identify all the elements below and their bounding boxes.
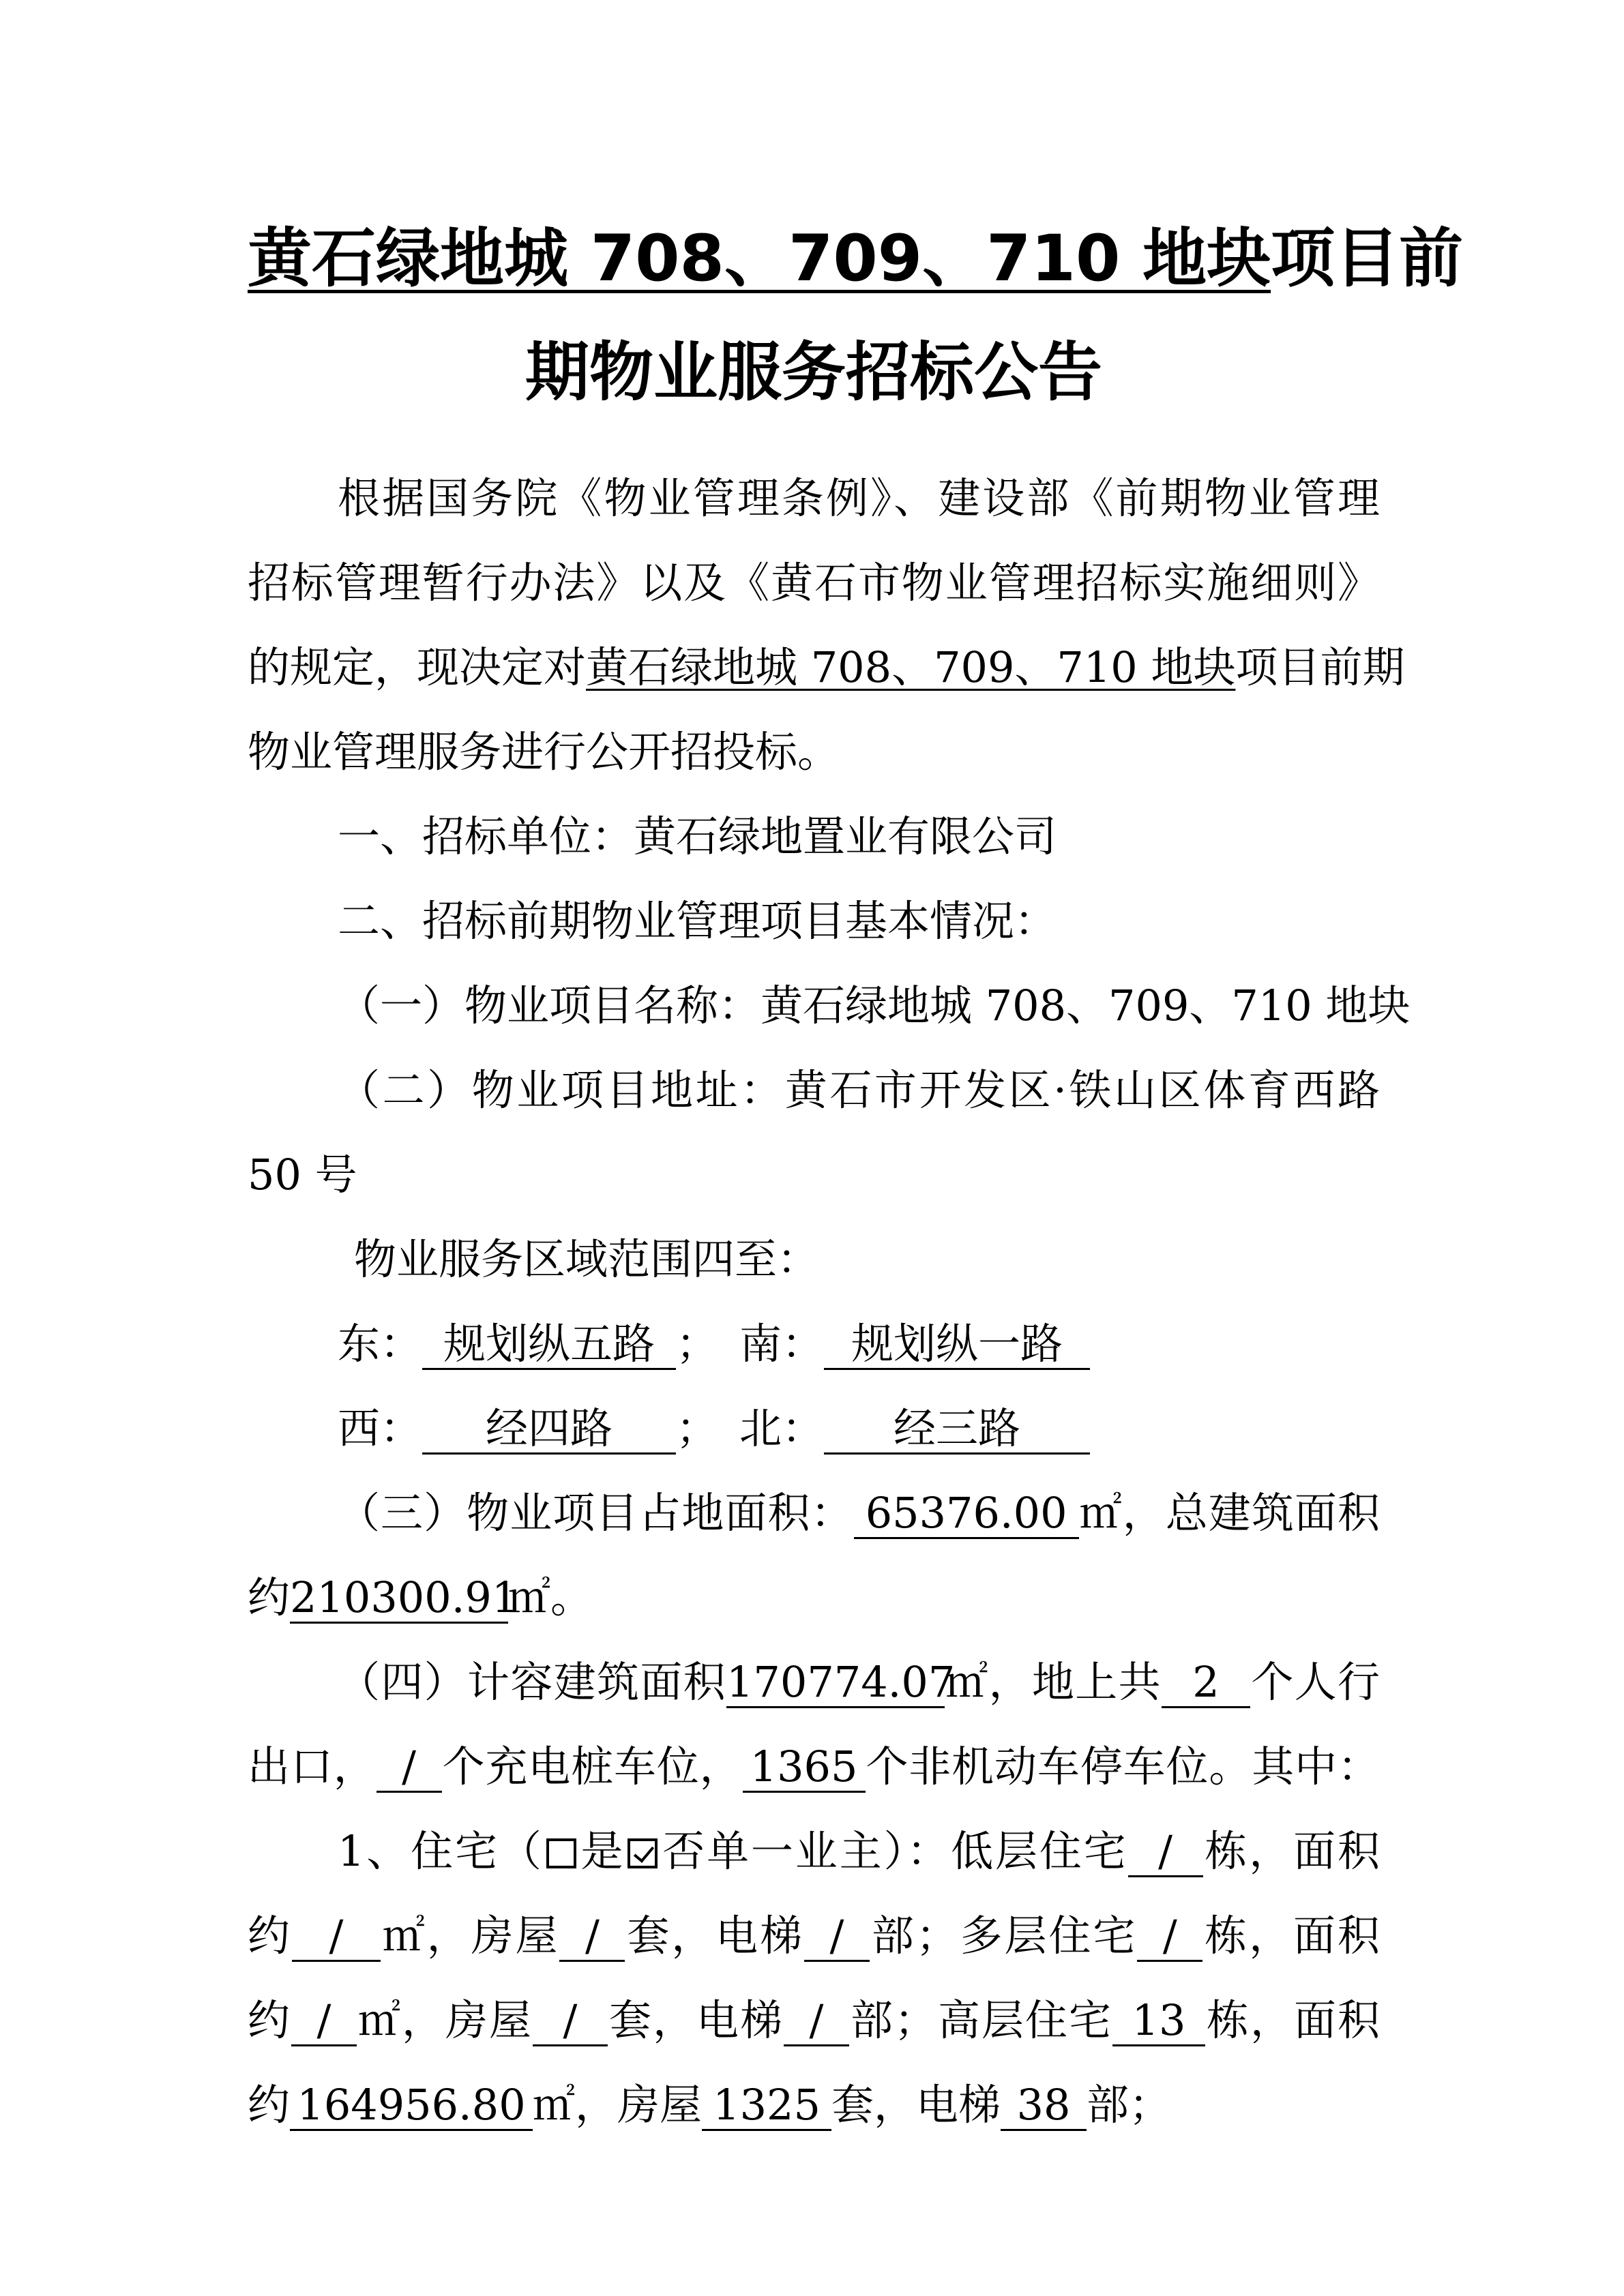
- high-rise-label: 部；高层住宅: [848, 1995, 1112, 2045]
- approx-label: 约: [248, 1572, 291, 1622]
- option-yes: 是: [578, 1826, 625, 1876]
- section-project-info: 二、招标前期物业管理项目基本情况：: [338, 896, 1057, 946]
- north-label: 北：: [739, 1403, 825, 1453]
- doc-title-line1: [248, 222, 1464, 297]
- west-label: 西：: [338, 1403, 423, 1453]
- buildings-unit: 栋，面积: [1202, 1826, 1380, 1876]
- units-label: ㎡，房屋: [533, 2080, 703, 2130]
- multi-rise-label: 部；多层住宅: [869, 1911, 1138, 1960]
- approx-label: 约: [248, 2080, 291, 2130]
- east-label: 东：: [338, 1319, 423, 1369]
- unit-text: ㎡。: [508, 1572, 593, 1622]
- pedestrian-exits-value: 2: [1162, 1658, 1250, 1708]
- separator: ；: [676, 1319, 698, 1369]
- total-area-label: ㎡，总建筑面积: [1078, 1488, 1380, 1538]
- lifts-label: 套，电梯: [607, 1995, 784, 2045]
- lifts-unit: 部；: [1087, 2080, 1172, 2130]
- low-rise-units-value: /: [559, 1912, 625, 1962]
- low-rise-lifts-value: /: [804, 1912, 870, 1962]
- residential-label: 1、住宅（: [338, 1826, 544, 1876]
- project-name-line: （一）物业项目名称：黄石绿地城 708、709、710 地块: [338, 981, 1411, 1030]
- residential-line-3: [248, 1991, 1380, 2050]
- south-label: 南：: [739, 1319, 825, 1369]
- multi-rise-lifts-value: /: [784, 1997, 849, 2046]
- high-rise-buildings-value: 13: [1112, 1997, 1205, 2046]
- lifts-label: 套，电梯: [831, 2080, 1001, 2130]
- exits-label: ㎡，地上共: [944, 1657, 1162, 1707]
- land-area-value: 65376.00: [854, 1489, 1079, 1539]
- charging-spaces-value: /: [377, 1743, 442, 1793]
- non-motor-spaces-value: 1365: [743, 1743, 866, 1793]
- parking-line: [248, 1738, 1380, 1796]
- residential-line-4: [248, 2076, 1380, 2134]
- units-label: ㎡，房屋: [380, 1911, 560, 1960]
- west-boundary-value: 经四路: [422, 1405, 676, 1455]
- intro-line-3: [248, 638, 1405, 697]
- intro-text: 项目前期: [1235, 642, 1405, 692]
- checkbox-no-checked-icon: [628, 1838, 658, 1868]
- range-label: 物业服务区域范围四至：: [354, 1234, 820, 1284]
- bounds-west-north: [248, 1399, 1380, 1458]
- option-no: 否单一业主）：低层住宅: [660, 1826, 1128, 1876]
- intro-text: 的规定，现决定对: [248, 642, 587, 692]
- far-area-line: [248, 1653, 1380, 1712]
- land-area-line: [248, 1484, 1380, 1542]
- low-rise-area-value: /: [292, 1912, 381, 1962]
- separator: ；: [676, 1403, 698, 1453]
- south-boundary-value: 规划纵一路: [824, 1320, 1090, 1370]
- approx-label: 约: [248, 1911, 292, 1960]
- checkbox-yes-icon: [546, 1838, 576, 1868]
- total-area-value: 210300.91: [290, 1572, 519, 1622]
- title-project-name: 黄石绿地城 708、709、710 地块: [248, 222, 1271, 296]
- intro-line-2: 招标管理暂行办法》以及《黄石市物业管理招标实施细则》: [248, 558, 1380, 608]
- low-rise-buildings-value: /: [1128, 1828, 1203, 1877]
- residential-line-2: [248, 1907, 1380, 1965]
- project-address-line: （二）物业项目地址：黄石市开发区·铁山区体育西路: [338, 1065, 1380, 1115]
- high-rise-units-value: 1325: [702, 2081, 831, 2131]
- exits-unit: 个人行: [1250, 1657, 1380, 1707]
- multi-rise-buildings-value: /: [1137, 1912, 1202, 1962]
- residential-line-1: [248, 1822, 1380, 1881]
- multi-rise-units-value: /: [533, 1997, 608, 2046]
- exits-tail: 出口，: [248, 1742, 377, 1791]
- units-label: ㎡，房屋: [357, 1995, 533, 2045]
- east-boundary-value: 规划纵五路: [422, 1320, 676, 1370]
- high-rise-lifts-value: 38: [1001, 2081, 1087, 2131]
- total-area-line: [248, 1568, 1380, 1627]
- bounds-east-south: [248, 1315, 1380, 1373]
- lifts-label: 套，电梯: [625, 1911, 804, 1960]
- title-suffix: 项目前: [1271, 222, 1464, 296]
- intro-project-name: 黄石绿地城 708、709、710 地块: [586, 642, 1236, 692]
- charging-label: 个充电桩车位，: [441, 1742, 743, 1791]
- intro-line-4: 物业管理服务进行公开招投标。: [248, 727, 840, 777]
- doc-title-line2: 期物业服务招标公告: [525, 336, 1102, 410]
- far-area-label: （四）计容建筑面积: [338, 1657, 726, 1707]
- buildings-unit: 栋，面积: [1202, 1911, 1380, 1960]
- far-area-value: 170774.07: [726, 1657, 956, 1707]
- multi-rise-area-value: /: [291, 1997, 357, 2046]
- high-rise-area-value: 164956.80: [290, 2081, 533, 2131]
- buildings-unit: 栋，面积: [1205, 1995, 1380, 2045]
- section-bidder: 一、招标单位：黄石绿地置业有限公司: [338, 811, 1057, 861]
- non-motor-label: 个非机动车停车位。其中：: [865, 1742, 1380, 1791]
- intro-line-1: 根据国务院《物业管理条例》、建设部《前期物业管理: [338, 473, 1380, 523]
- approx-label: 约: [248, 1995, 291, 2045]
- north-boundary-value: 经三路: [824, 1405, 1090, 1455]
- land-area-label: （三）物业项目占地面积：: [338, 1488, 854, 1538]
- project-address-cont: 50 号: [248, 1150, 357, 1199]
